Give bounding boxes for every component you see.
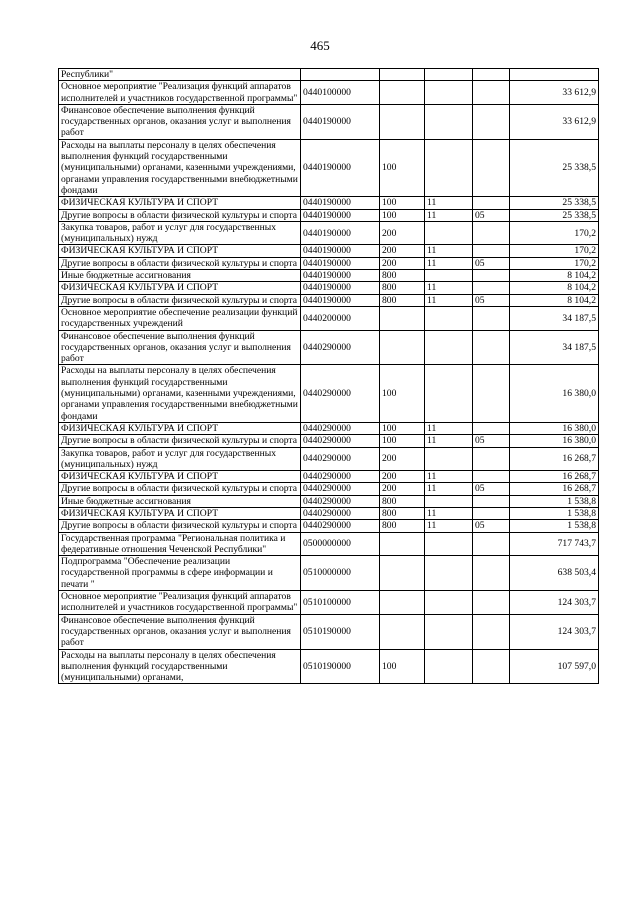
expense-type-cell: 800 [380,520,425,532]
amount-cell: 170,2 [510,245,599,257]
amount-cell: 124 303,7 [510,591,599,615]
subsection-cell: 05 [473,294,510,306]
section-cell: 11 [425,257,473,269]
table-row [59,270,599,282]
section-cell [425,221,473,245]
expense-type-cell: 200 [380,221,425,245]
section-cell: 11 [425,282,473,294]
amount-cell: 1 538,8 [510,507,599,519]
subsection-cell [473,330,510,365]
target-article-cell: 0440290000 [301,507,380,519]
target-article-cell: 0440190000 [301,197,380,209]
expense-name-cell: Основное мероприятие "Реализация функций аппаратов исполнителей и участников государственной программы" [59,591,301,615]
expense-type-cell [380,69,425,81]
expense-name-cell: ФИЗИЧЕСКАЯ КУЛЬТУРА И СПОРТ [59,471,301,483]
target-article-cell: 0440290000 [301,483,380,495]
section-cell: 11 [425,422,473,434]
table-row [59,483,599,495]
table-row [59,556,599,591]
subsection-cell [473,591,510,615]
table-row [59,104,599,139]
amount-cell: 25 338,5 [510,209,599,221]
target-article-cell: 0440290000 [301,495,380,507]
target-article-cell: 0440290000 [301,330,380,365]
target-article-cell: 0440190000 [301,282,380,294]
subsection-cell: 05 [473,435,510,447]
expense-type-cell: 100 [380,197,425,209]
amount-cell: 16 268,7 [510,447,599,471]
table-row [59,614,599,649]
table-row [59,447,599,471]
subsection-cell [473,614,510,649]
target-article-cell: 0440190000 [301,209,380,221]
subsection-cell: 05 [473,257,510,269]
expense-name-cell: Другие вопросы в области физической культуры и спорта [59,435,301,447]
section-cell [425,365,473,422]
table-row [59,365,599,422]
expense-type-cell: 100 [380,139,425,196]
amount-cell: 33 612,9 [510,81,599,105]
expense-type-cell: 800 [380,294,425,306]
expense-name-cell: Основное мероприятие "Реализация функций аппаратов исполнителей и участников государственной программы" [59,81,301,105]
table-row [59,591,599,615]
target-article-cell: 0440190000 [301,257,380,269]
expense-name-cell: Подпрограмма "Обеспечение реализации государственной программы в сфере информации и печати " [59,556,301,591]
subsection-cell [473,306,510,330]
amount-cell: 124 303,7 [510,614,599,649]
section-cell [425,306,473,330]
expense-name-cell: Финансовое обеспечение выполнения функций государственных органов, оказания услуг и выполнения работ [59,104,301,139]
budget-table [58,68,599,684]
expense-name-cell: Финансовое обеспечение выполнения функций государственных органов, оказания услуг и выполнения работ [59,330,301,365]
section-cell: 11 [425,197,473,209]
subsection-cell [473,270,510,282]
subsection-cell [473,495,510,507]
table-row [59,649,599,684]
target-article-cell: 0440190000 [301,139,380,196]
section-cell [425,614,473,649]
subsection-cell [473,422,510,434]
expense-name-cell: Основное мероприятие обеспечение реализации функций государственных учреждений [59,306,301,330]
target-article-cell: 0440190000 [301,294,380,306]
target-article-cell: 0440290000 [301,520,380,532]
page-number: 465 [310,38,330,53]
expense-name-cell: Расходы на выплаты персоналу в целях обеспечения выполнения функций государственными (муниципальными) органами, казенными учреждениями, органами управления государственными внебюджетными фондами [59,365,301,422]
section-cell [425,139,473,196]
amount-cell: 33 612,9 [510,104,599,139]
expense-name-cell: Иные бюджетные ассигнования [59,270,301,282]
section-cell [425,330,473,365]
amount-cell: 8 104,2 [510,294,599,306]
expense-name-cell: Государственная программа "Региональная политика и федеративные отношения Чеченской Республики" [59,532,301,556]
section-cell: 11 [425,209,473,221]
section-cell: 11 [425,507,473,519]
expense-name-cell: Другие вопросы в области физической культуры и спорта [59,483,301,495]
expense-name-cell: Закупка товаров, работ и услуг для государственных (муниципальных) нужд [59,447,301,471]
expense-name-cell: ФИЗИЧЕСКАЯ КУЛЬТУРА И СПОРТ [59,245,301,257]
subsection-cell [473,507,510,519]
expense-name-cell: Другие вопросы в области физической культуры и спорта [59,294,301,306]
subsection-cell [473,532,510,556]
target-article-cell: 0440200000 [301,306,380,330]
expense-type-cell [380,591,425,615]
subsection-cell [473,245,510,257]
expense-type-cell: 200 [380,257,425,269]
target-article-cell: 0440190000 [301,221,380,245]
target-article-cell: 0440290000 [301,422,380,434]
subsection-cell: 05 [473,209,510,221]
subsection-cell [473,447,510,471]
expense-type-cell: 100 [380,365,425,422]
amount-cell: 638 503,4 [510,556,599,591]
expense-type-cell [380,556,425,591]
table-row [59,507,599,519]
target-article-cell: 0440190000 [301,104,380,139]
target-article-cell: 0440290000 [301,447,380,471]
amount-cell: 34 187,5 [510,306,599,330]
table-row [59,139,599,196]
amount-cell: 107 597,0 [510,649,599,684]
amount-cell: 16 380,0 [510,422,599,434]
amount-cell: 25 338,5 [510,197,599,209]
subsection-cell [473,471,510,483]
section-cell [425,495,473,507]
target-article-cell: 0440290000 [301,471,380,483]
expense-type-cell: 100 [380,209,425,221]
subsection-cell: 05 [473,520,510,532]
budget-table-body [59,69,599,684]
table-row [59,245,599,257]
expense-type-cell: 800 [380,270,425,282]
table-row [59,282,599,294]
expense-type-cell: 200 [380,483,425,495]
section-cell [425,532,473,556]
section-cell: 11 [425,520,473,532]
subsection-cell [473,197,510,209]
table-row [59,69,599,81]
expense-type-cell [380,104,425,139]
expense-name-cell: Другие вопросы в области физической культуры и спорта [59,520,301,532]
amount-cell: 717 743,7 [510,532,599,556]
subsection-cell [473,649,510,684]
section-cell [425,270,473,282]
expense-type-cell: 100 [380,422,425,434]
table-row [59,197,599,209]
subsection-cell [473,69,510,81]
section-cell [425,81,473,105]
amount-cell: 16 380,0 [510,435,599,447]
section-cell [425,104,473,139]
table-row [59,257,599,269]
expense-type-cell [380,81,425,105]
amount-cell: 170,2 [510,257,599,269]
expense-type-cell [380,306,425,330]
amount-cell: 8 104,2 [510,282,599,294]
table-row [59,294,599,306]
expense-name-cell: Расходы на выплаты персоналу в целях обеспечения выполнения функций государственными (муниципальными) органами, казенными учреждениями, органами управления государственными внебюджетными фондами [59,139,301,196]
expense-type-cell [380,614,425,649]
amount-cell [510,69,599,81]
amount-cell: 170,2 [510,221,599,245]
table-row [59,495,599,507]
subsection-cell [473,282,510,294]
expense-name-cell: ФИЗИЧЕСКАЯ КУЛЬТУРА И СПОРТ [59,507,301,519]
subsection-cell [473,139,510,196]
expense-name-cell: ФИЗИЧЕСКАЯ КУЛЬТУРА И СПОРТ [59,422,301,434]
section-cell: 11 [425,435,473,447]
table-row [59,422,599,434]
expense-name-cell: Другие вопросы в области физической культуры и спорта [59,209,301,221]
section-cell: 11 [425,471,473,483]
subsection-cell [473,556,510,591]
amount-cell: 34 187,5 [510,330,599,365]
table-row [59,306,599,330]
subsection-cell [473,365,510,422]
expense-type-cell: 200 [380,245,425,257]
amount-cell: 16 268,7 [510,483,599,495]
target-article-cell: 0440100000 [301,81,380,105]
amount-cell: 8 104,2 [510,270,599,282]
target-article-cell: 0510100000 [301,591,380,615]
target-article-cell: 0440190000 [301,245,380,257]
target-article-cell: 0510190000 [301,649,380,684]
amount-cell: 16 380,0 [510,365,599,422]
table-row [59,209,599,221]
table-row [59,520,599,532]
section-cell [425,591,473,615]
table-row [59,471,599,483]
section-cell [425,649,473,684]
expense-name-cell: Финансовое обеспечение выполнения функций государственных органов, оказания услуг и выполнения работ [59,614,301,649]
expense-type-cell: 800 [380,507,425,519]
target-article-cell: 0440190000 [301,270,380,282]
amount-cell: 1 538,8 [510,520,599,532]
expense-type-cell: 800 [380,495,425,507]
expense-type-cell: 100 [380,649,425,684]
expense-name-cell: Другие вопросы в области физической культуры и спорта [59,257,301,269]
expense-name-cell: Иные бюджетные ассигнования [59,495,301,507]
section-cell [425,447,473,471]
section-cell [425,69,473,81]
section-cell: 11 [425,245,473,257]
target-article-cell [301,69,380,81]
subsection-cell: 05 [473,483,510,495]
expense-name-cell: Республики" [59,69,301,81]
expense-type-cell [380,330,425,365]
subsection-cell [473,221,510,245]
table-row [59,532,599,556]
amount-cell: 16 268,7 [510,471,599,483]
expense-type-cell: 100 [380,435,425,447]
table-row [59,81,599,105]
table-row [59,330,599,365]
expense-type-cell: 800 [380,282,425,294]
target-article-cell: 0440290000 [301,435,380,447]
expense-name-cell: ФИЗИЧЕСКАЯ КУЛЬТУРА И СПОРТ [59,197,301,209]
amount-cell: 1 538,8 [510,495,599,507]
target-article-cell: 0440290000 [301,365,380,422]
section-cell: 11 [425,483,473,495]
amount-cell: 25 338,5 [510,139,599,196]
target-article-cell: 0500000000 [301,532,380,556]
table-row [59,435,599,447]
target-article-cell: 0510190000 [301,614,380,649]
expense-type-cell: 200 [380,447,425,471]
table-row [59,221,599,245]
section-cell: 11 [425,294,473,306]
subsection-cell [473,81,510,105]
expense-type-cell: 200 [380,471,425,483]
expense-type-cell [380,532,425,556]
target-article-cell: 0510000000 [301,556,380,591]
expense-name-cell: ФИЗИЧЕСКАЯ КУЛЬТУРА И СПОРТ [59,282,301,294]
section-cell [425,556,473,591]
expense-name-cell: Закупка товаров, работ и услуг для государственных (муниципальных) нужд [59,221,301,245]
subsection-cell [473,104,510,139]
expense-name-cell: Расходы на выплаты персоналу в целях обеспечения выполнения функций государственными (муниципальными) органами, [59,649,301,684]
